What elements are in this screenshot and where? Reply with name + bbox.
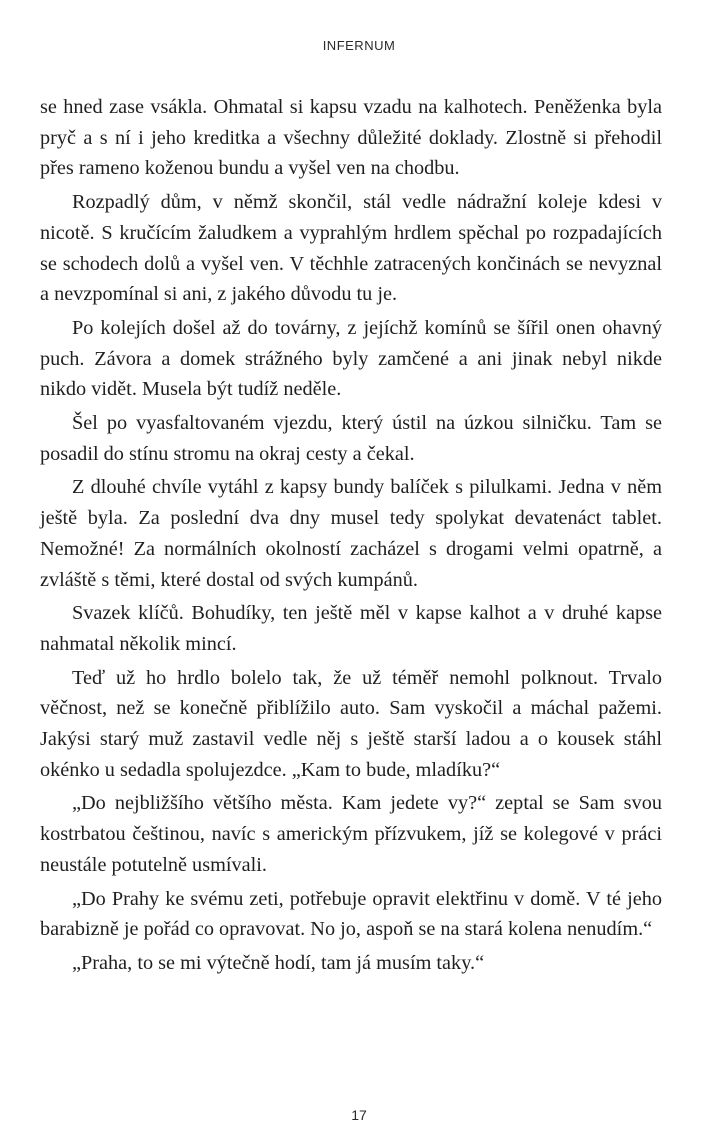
paragraph-5: Z dlouhé chvíle vytáhl z kapsy bundy balíček s pilulkami. Jedna v něm ještě byla. Za poslední dva dny musel tedy spolykat devatenáct tablet. Nemožné! Za normálních okolností zacházel s drogami velmi opatrně, a zvláště s těmi, které dostal od svých kumpánů. [40,476,662,591]
paragraph-8: „Do nejbližšího většího města. Kam jedete vy?“ zeptal se Sam svou kostrbatou češtinou, navíc s americkým přízvukem, jíž se kolegové v práci neustále potutelně usmívali. [40,792,662,876]
paragraph-7: Teď už ho hrdlo bolelo tak, že už téměř nemohl polknout. Trvalo věčnost, než se konečně přiblížilo auto. Sam vyskočil a máchal pažemi. Jakýsi starý muž zastavil vedle něj s ještě starší ladou a o kousek stáhl okénko u sedadla spolujezdce. „Kam to bude, mladíku?“ [40,666,662,781]
paragraph-2: Rozpadlý dům, v němž skončil, stál vedle nádražní koleje kdesi v nicotě. S kručícím žaludkem a vyprahlým hrdlem spěchal po rozpadajících se schodech dolů a vyšel ven. V těchhle zatracených končinách se nevyznal a nevzpomínal si ani, z jakého důvodu tu je. [40,191,662,306]
paragraph-3: Po kolejích došel až do továrny, z jejíchž komínů se šířil onen ohavný puch. Závora a domek strážného byly zamčené a ani jinak nebyl nikde nikdo vidět. Musela být tudíž neděle. [40,316,662,401]
paragraph-4: Šel po vyasfaltovaném vjezdu, který ústil na úzkou silničku. Tam se posadil do stínu stromu na okraj cesty a čekal. [40,412,662,465]
body-text [40,92,662,979]
paragraph-6: Svazek klíčů. Bohudíky, ten ještě měl v kapse kalhot a v druhé kapse nahmatal několik mincí. [40,602,662,655]
page-number: 17 [351,1107,367,1123]
paragraph-1: se hned zase vsákla. Ohmatal si kapsu vzadu na kalhotech. Peněženka byla pryč a s ní i jeho kreditka a všechny důležité doklady. Zlostně si přehodil přes rameno koženou bundu a vyšel ven na chodbu. [40,96,662,180]
paragraph-9: „Do Prahy ke svému zeti, potřebuje opravit elektřinu v domě. V té jeho barabizně je pořád co opravovat. No jo, aspoň se na stará kolena nenudím.“ [40,887,662,941]
running-head: INFERNUM [322,38,396,53]
paragraph-10: „Praha, to se mi výtečně hodí, tam já musím taky.“ [72,951,485,974]
